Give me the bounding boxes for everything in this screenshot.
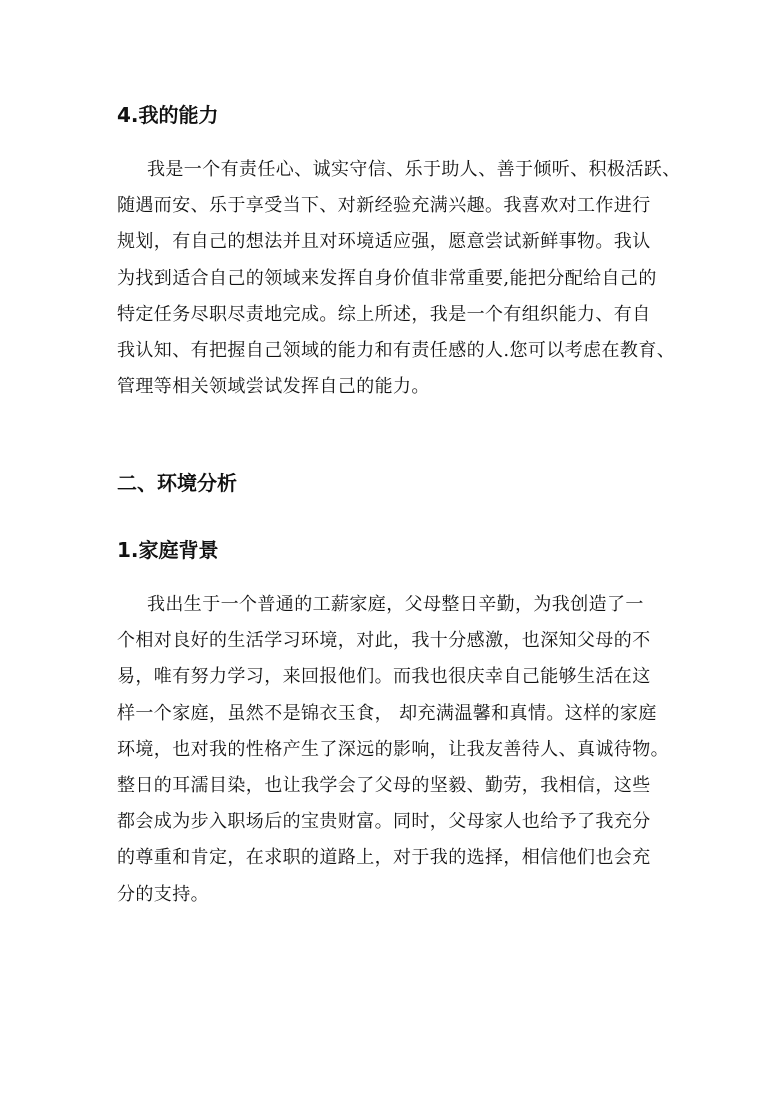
- paragraph-line: 样一个家庭，虽然不是锦衣玉食， 却充满温馨和真情。这样的家庭: [117, 702, 657, 724]
- paragraph-line: 规划，有自己的想法并且对环境适应强，愿意尝试新鲜事物。我认: [117, 231, 651, 253]
- paragraph-line: 特定任务尽职尽责地完成。综上所述，我是一个有组织能力、有自: [117, 303, 651, 325]
- paragraph-line: 都会成为步入职场后的宝贵财富。同时，父母家人也给予了我充分: [117, 811, 651, 833]
- paragraph-line: 我出生于一个普通的工薪家庭，父母整日辛勤，为我创造了一: [147, 594, 644, 615]
- paragraph-line: 个相对良好的生活学习环境，对此，我十分感激，也深知父母的不: [117, 630, 651, 652]
- paragraph-line: 分的支持。: [117, 883, 209, 905]
- paragraph-line: 我是一个有责任心、诚实守信、乐于助人、善于倾听、积极活跃、: [147, 159, 681, 180]
- paragraph-line: 为找到适合自己的领域来发挥自身价值非常重要,能把分配给自己的: [117, 267, 657, 289]
- paragraph-line: 随遇而安、乐于享受当下、对新经验充满兴趣。我喜欢对工作进行: [117, 195, 651, 217]
- paragraph-line: 环境，也对我的性格产生了深远的影响，让我友善待人、真诚待物。: [117, 738, 669, 760]
- paragraph-line: 整日的耳濡目染，也让我学会了父母的坚毅、勤劳，我相信，这些: [117, 774, 651, 796]
- paragraph-line: 的尊重和肯定，在求职的道路上，对于我的选择，相信他们也会充: [117, 847, 651, 869]
- paragraph-line: 易，唯有努力学习，来回报他们。而我也很庆幸自己能够生活在这: [117, 666, 651, 688]
- heading-environment-analysis: 二、环境分析: [117, 471, 237, 495]
- heading-family-background: 1.家庭背景: [117, 538, 219, 562]
- paragraph-my-ability: [117, 152, 681, 405]
- paragraph-line: 我认知、有把握自己领域的能力和有责任感的人.您可以考虑在教育、: [117, 339, 676, 361]
- paragraph-line: 管理等相关领域尝试发挥自己的能力。: [117, 376, 430, 398]
- paragraph-family-background: [117, 587, 669, 913]
- heading-my-ability: 4.我的能力: [117, 103, 219, 127]
